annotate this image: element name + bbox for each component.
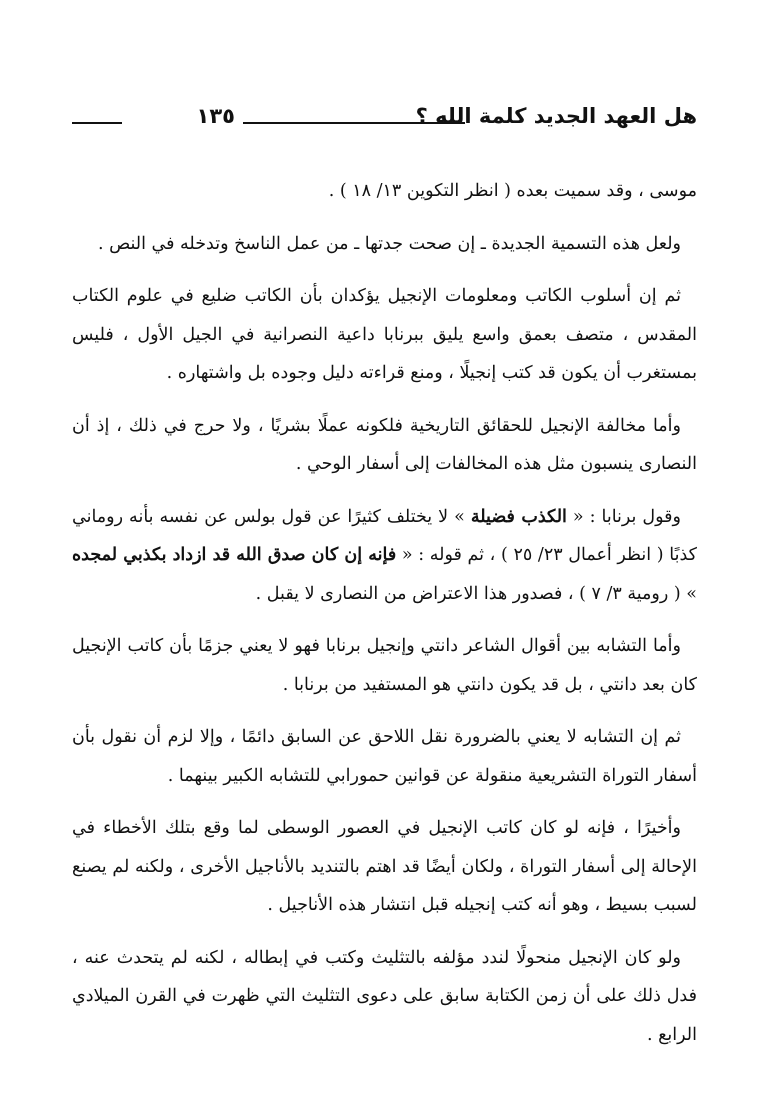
paragraph-8 — [72, 809, 697, 925]
paragraph-text: ثم إن التشابه لا يعني بالضرورة نقل اللاحق عن السابق دائمًا ، وإلا لزم أن نقول بأن أسفار التوراة التشريعية منقولة عن قوانين حمورابي للتشابه الكبير بينهما . — [72, 727, 697, 786]
paragraph-text: وأما مخالفة الإنجيل للحقائق التاريخية فلكونه عملًا بشريًا ، ولا حرج في ذلك ، إذ أن النصارى ينسبون مثل هذه المخالفات إلى أسفار الوحي . — [72, 415, 697, 474]
paragraph-1 — [72, 172, 697, 211]
paragraph-text: » لا يختلف كثيرًا عن قول بولس عن نفسه بأنه روماني كذبًا ( انظر أعمال ٢٣/ ٢٥ ) ، ثم قوله : « — [72, 506, 697, 565]
bold-quote: الكذب فضيلة — [470, 506, 567, 527]
paragraph-text: وقول برنابا : « — [566, 506, 681, 527]
paragraph-9 — [72, 939, 697, 1055]
paragraph-2 — [72, 225, 697, 264]
running-header — [72, 102, 697, 142]
paragraph-text: ولعل هذه التسمية الجديدة ـ إن صحت جدتها ـ من عمل الناسخ وتدخله في النص . — [97, 233, 681, 254]
paragraph-6 — [72, 627, 697, 704]
header-rule-end — [72, 122, 122, 124]
paragraph-text: وأخيرًا ، فإنه لو كان كاتب الإنجيل في العصور الوسطى لما وقع بتلك الأخطاء في الإحالة إلى أسفار التوراة ، ولكان أيضًا قد اهتم بالتنديد بالأناجيل الأخرى ، ولكنه لم يصنع لسبب بسيط ، وهو أنه كتب إنجيله قبل انتشار هذه الأناجيل . — [72, 818, 697, 915]
page-number: ١٣٥ — [196, 104, 235, 128]
paragraph-text: موسى ، وقد سميت بعده ( انظر التكوين ١٣/ ١٨ ) . — [328, 181, 697, 201]
paragraph-text: ولو كان الإنجيل منحولًا لندد مؤلفه بالتثليث وكتب في إبطاله ، لكنه لم يتحدث عنه ، فدل ذلك على أن زمن الكتابة سابق على دعوى التثليث التي ظهرت في القرن الميلادي الرابع . — [72, 947, 697, 1045]
paragraph-text: ثم إن أسلوب الكاتب ومعلومات الإنجيل يؤكدان بأن الكاتب ضليع في علوم الكتاب المقدس ، متصف بعمق واسع يليق ببرنابا داعية النصرانية في الجيل الأول ، فليس بمستغرب أن يكون قد كتب إنجيلًا ، ومنع قراءته دليل وجوده بل واشتهاره . — [72, 286, 697, 383]
paragraph-7 — [72, 718, 697, 795]
paragraph-5 — [72, 498, 697, 614]
header-title: هل العهد الجديد كلمة الله ؟ — [415, 104, 697, 128]
header-rule — [243, 122, 465, 124]
body-text — [72, 172, 697, 1068]
bold-quote: فإنه إن كان صدق الله قد ازداد بكذبي لمجده — [72, 545, 397, 565]
paragraph-3 — [72, 277, 697, 393]
paragraph-4 — [72, 407, 697, 484]
paragraph-text: » ( رومية ٣/ ٧ ) ، فصدور هذا الاعتراض من النصارى لا يقبل . — [255, 583, 697, 604]
paragraph-text: وأما التشابه بين أقوال الشاعر دانتي وإنجيل برنابا فهو لا يعني جزمًا بأن كاتب الإنجيل كان بعد دانتي ، بل قد يكون دانتي هو المستفيد من برنابا . — [72, 636, 697, 695]
